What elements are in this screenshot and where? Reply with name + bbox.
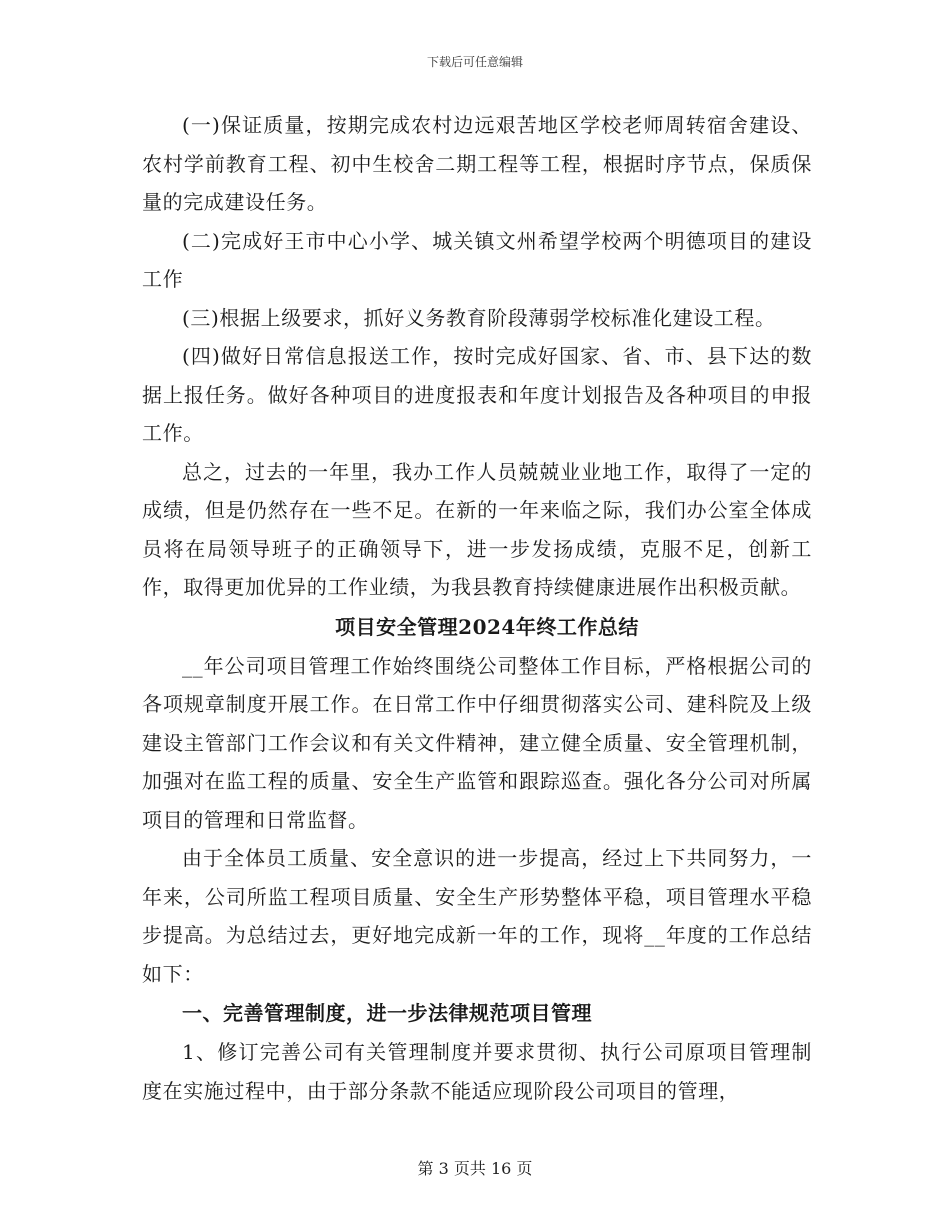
page-header-note: 下载后可任意编辑: [426, 55, 523, 69]
page-number: 第 3 页共 16 页: [417, 1159, 533, 1178]
document-body: [142, 106, 812, 1110]
paragraph: 1、修订完善公司有关管理制度并要求贯彻、执行公司原项目管理制度在实施过程中，由于部分条款不能适应现阶段公司项目的管理，: [142, 1040, 812, 1103]
subheading: 一、完善管理制度，进一步法律规范项目管理: [182, 1001, 592, 1025]
paragraph: (一)保证质量，按期完成农村边远艰苦地区学校老师周转宿舍建设、农村学前教育工程、初中生校舍二期工程等工程，根据时序节点，保质保量的完成建设任务。: [142, 113, 812, 214]
section-title: 项目安全管理2024年终工作总结: [335, 614, 639, 639]
paragraph: 由于全体员工质量、安全意识的进一步提高，经过上下共同努力，一年来，公司所监工程项目质量、安全生产形势整体平稳，项目管理水平稳步提高。为总结过去，更好地完成新一年的工作，现将__年度的工作总结如下：: [142, 846, 812, 986]
paragraph: (三)根据上级要求，抓好义务教育阶段薄弱学校标准化建设工程。: [182, 305, 776, 330]
paragraph: (四)做好日常信息报送工作，按时完成好国家、省、市、县下达的数据上报任务。做好各种项目的进度报表和年度计划报告及各种项目的申报工作。: [142, 344, 812, 445]
paragraph: (二)完成好王市中心小学、城关镇文州希望学校两个明德项目的建设工作: [142, 228, 812, 291]
paragraph: __年公司项目管理工作始终围绕公司整体工作目标，严格根据公司的各项规章制度开展工作。在日常工作中仔细贯彻落实公司、建科院及上级建设主管部门工作会议和有关文件精神，建立健全质量、安全管理机制，加强对在监工程的质量、安全生产监管和跟踪巡查。强化各分公司对所属项目的管理和日常监督。: [142, 653, 812, 832]
paragraph: 总之，过去的一年里，我办工作人员兢兢业业地工作，取得了一定的成绩，但是仍然存在一些不足。在新的一年来临之际，我们办公室全体成员将在局领导班子的正确领导下，进一步发扬成绩，克服不足，创新工作，取得更加优异的工作业绩，为我县教育持续健康进展作出积极贡献。: [142, 459, 812, 599]
